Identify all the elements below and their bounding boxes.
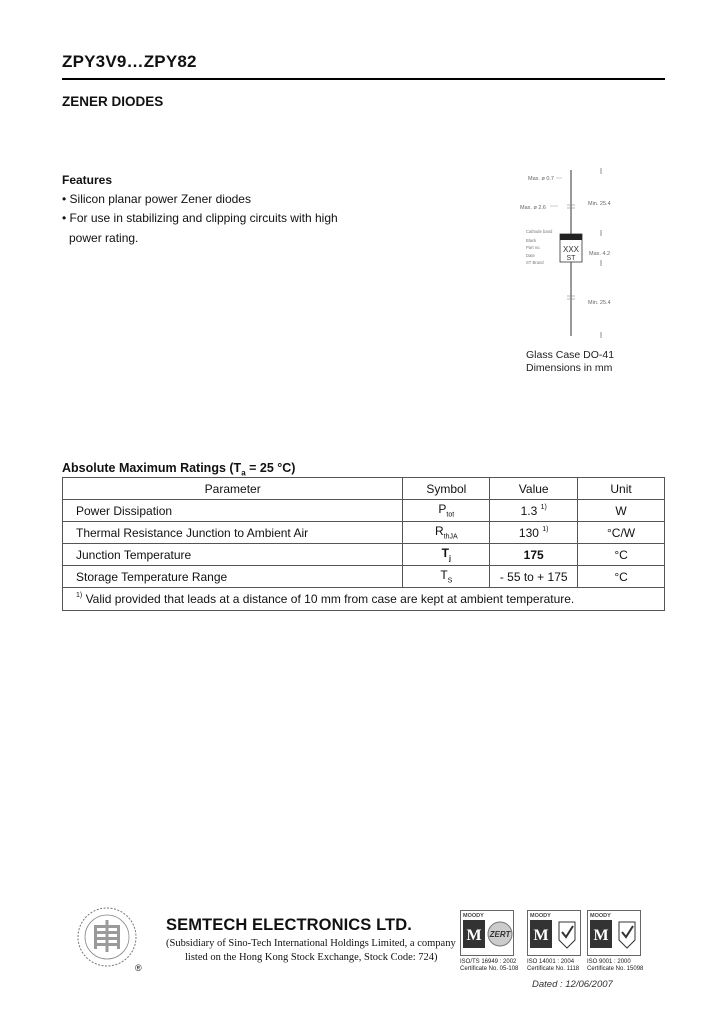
page-subtitle: ZENER DIODES: [62, 94, 164, 109]
cert-caption-line: ISO 9001 : 2000: [587, 959, 631, 965]
value-text: 175: [523, 547, 544, 562]
label-max-body-dia: Max. ø 2.6: [520, 205, 546, 211]
dated-label: Dated : 12/06/2007: [532, 979, 613, 990]
table-row: [63, 544, 665, 566]
cell-symbol: [403, 522, 490, 544]
cell-parameter: Junction Temperature: [63, 544, 403, 566]
svg-text:M: M: [466, 927, 482, 944]
marking-bottom: ST: [566, 255, 576, 262]
cert-brand: MOODY: [590, 913, 611, 919]
label-st-brand: ST Brand: [526, 260, 544, 265]
do41-package-diagram: [500, 160, 630, 350]
feature-item-continuation: power rating.: [69, 231, 139, 245]
cell-parameter: Power Dissipation: [63, 500, 403, 522]
svg-text:M: M: [593, 927, 609, 944]
label-min-lead-bottom: Min. 25.4: [588, 300, 611, 306]
feature-item: • Silicon planar power Zener diodes: [62, 192, 251, 206]
cell-symbol: [403, 566, 490, 588]
svg-text:M: M: [533, 927, 549, 944]
label-black: Black: [526, 238, 537, 243]
company-name: SEMTECH ELECTRONICS LTD.: [166, 916, 412, 934]
table-row: [63, 522, 665, 544]
ratings-table: [62, 477, 665, 611]
footnote-text: Valid provided that leads at a distance of 10 mm from case are kept at ambient temperature.: [82, 592, 575, 606]
symbol-main: R: [434, 524, 444, 539]
value-text: 1.3: [520, 503, 538, 518]
table-footnote-row: [63, 588, 665, 611]
label-part-no: Part no.: [526, 245, 541, 250]
footnote-mark: 1): [76, 592, 83, 599]
cell-unit: °C/W: [578, 522, 665, 544]
ratings-heading-sub: a: [241, 468, 246, 478]
package-caption: [526, 349, 614, 375]
cert-caption: [527, 959, 579, 973]
label-min-lead-top: Min. 25.4: [588, 201, 611, 207]
table-row: [63, 566, 665, 588]
value-note: 1): [542, 525, 549, 533]
table-header-row: [63, 478, 665, 500]
value-note: 1): [540, 503, 547, 511]
ratings-heading-prefix: Absolute Maximum Ratings (T: [62, 461, 242, 475]
column-header-value: Value: [490, 478, 578, 500]
symbol-main: P: [438, 502, 447, 517]
label-date: Date: [526, 253, 535, 258]
cert-brand: MOODY: [530, 913, 551, 919]
column-header-parameter: Parameter: [63, 478, 403, 500]
moody-zert-certification-logo: [460, 910, 514, 956]
cell-value: [490, 566, 578, 588]
symbol-sub: tot: [446, 511, 455, 519]
value-text: - 55 to + 175: [499, 569, 568, 584]
cell-symbol: [403, 544, 490, 566]
features-heading: Features: [62, 173, 113, 187]
cert-caption: [587, 959, 643, 973]
column-header-unit: Unit: [578, 478, 665, 500]
cert-brand: MOODY: [463, 913, 484, 919]
package-caption-line: Dimensions in mm: [526, 362, 613, 374]
cell-parameter: Thermal Resistance Junction to Ambient Air: [63, 522, 403, 544]
feature-item: • For use in stabilizing and clipping circuits with high: [62, 211, 338, 225]
moody-ukas-certification-logo: [587, 910, 641, 956]
marking-top: XXX: [562, 245, 580, 254]
cell-symbol: [403, 500, 490, 522]
package-caption-line: Glass Case DO-41: [526, 349, 615, 361]
subsidiary-line: listed on the Hong Kong Stock Exchange, Stock Code: 724): [185, 952, 438, 963]
cell-value: [490, 500, 578, 522]
cell-parameter: Storage Temperature Range: [63, 566, 403, 588]
page-title: ZPY3V9…ZPY82: [62, 52, 197, 71]
cert-caption-line: Certificate No. 15098: [587, 966, 644, 972]
cert-caption-line: Certificate No. 05-108: [460, 966, 519, 972]
svg-text:ZERT: ZERT: [489, 930, 511, 939]
cell-value: [490, 522, 578, 544]
cell-value: [490, 544, 578, 566]
column-header-symbol: Symbol: [403, 478, 490, 500]
symbol-main: T: [441, 546, 450, 561]
subsidiary-line: (Subsidiary of Sino-Tech International Holdings Limited, a company: [166, 938, 456, 949]
footnote: [63, 588, 665, 611]
symbol-main: T: [440, 568, 448, 583]
cert-caption-line: Certificate No. 1118: [527, 966, 580, 972]
cert-caption: [460, 959, 518, 973]
title-rule: [62, 78, 665, 80]
cell-unit: W: [578, 500, 665, 522]
cert-caption-line: ISO 14001 : 2004: [527, 959, 575, 965]
ratings-heading-suffix: = 25 °C): [245, 461, 296, 475]
symbol-sub: j: [449, 555, 451, 563]
moody-ukas-certification-logo: [527, 910, 581, 956]
label-cathode-band: Cathode band: [526, 229, 553, 234]
label-max-lead-dia: Max. ø 0.7: [528, 176, 554, 182]
cert-caption-line: ISO/TS 16949 : 2002: [460, 959, 517, 965]
cell-unit: °C: [578, 544, 665, 566]
value-text: 130: [518, 525, 539, 540]
semtech-logo-seal: [76, 906, 138, 968]
label-max-body-len: Max. 4.2: [589, 251, 611, 257]
ratings-heading: [62, 461, 295, 478]
symbol-sub: thJA: [443, 533, 458, 541]
registered-mark: ®: [135, 963, 142, 973]
symbol-sub: S: [447, 577, 453, 585]
table-row: [63, 500, 665, 522]
cell-unit: °C: [578, 566, 665, 588]
